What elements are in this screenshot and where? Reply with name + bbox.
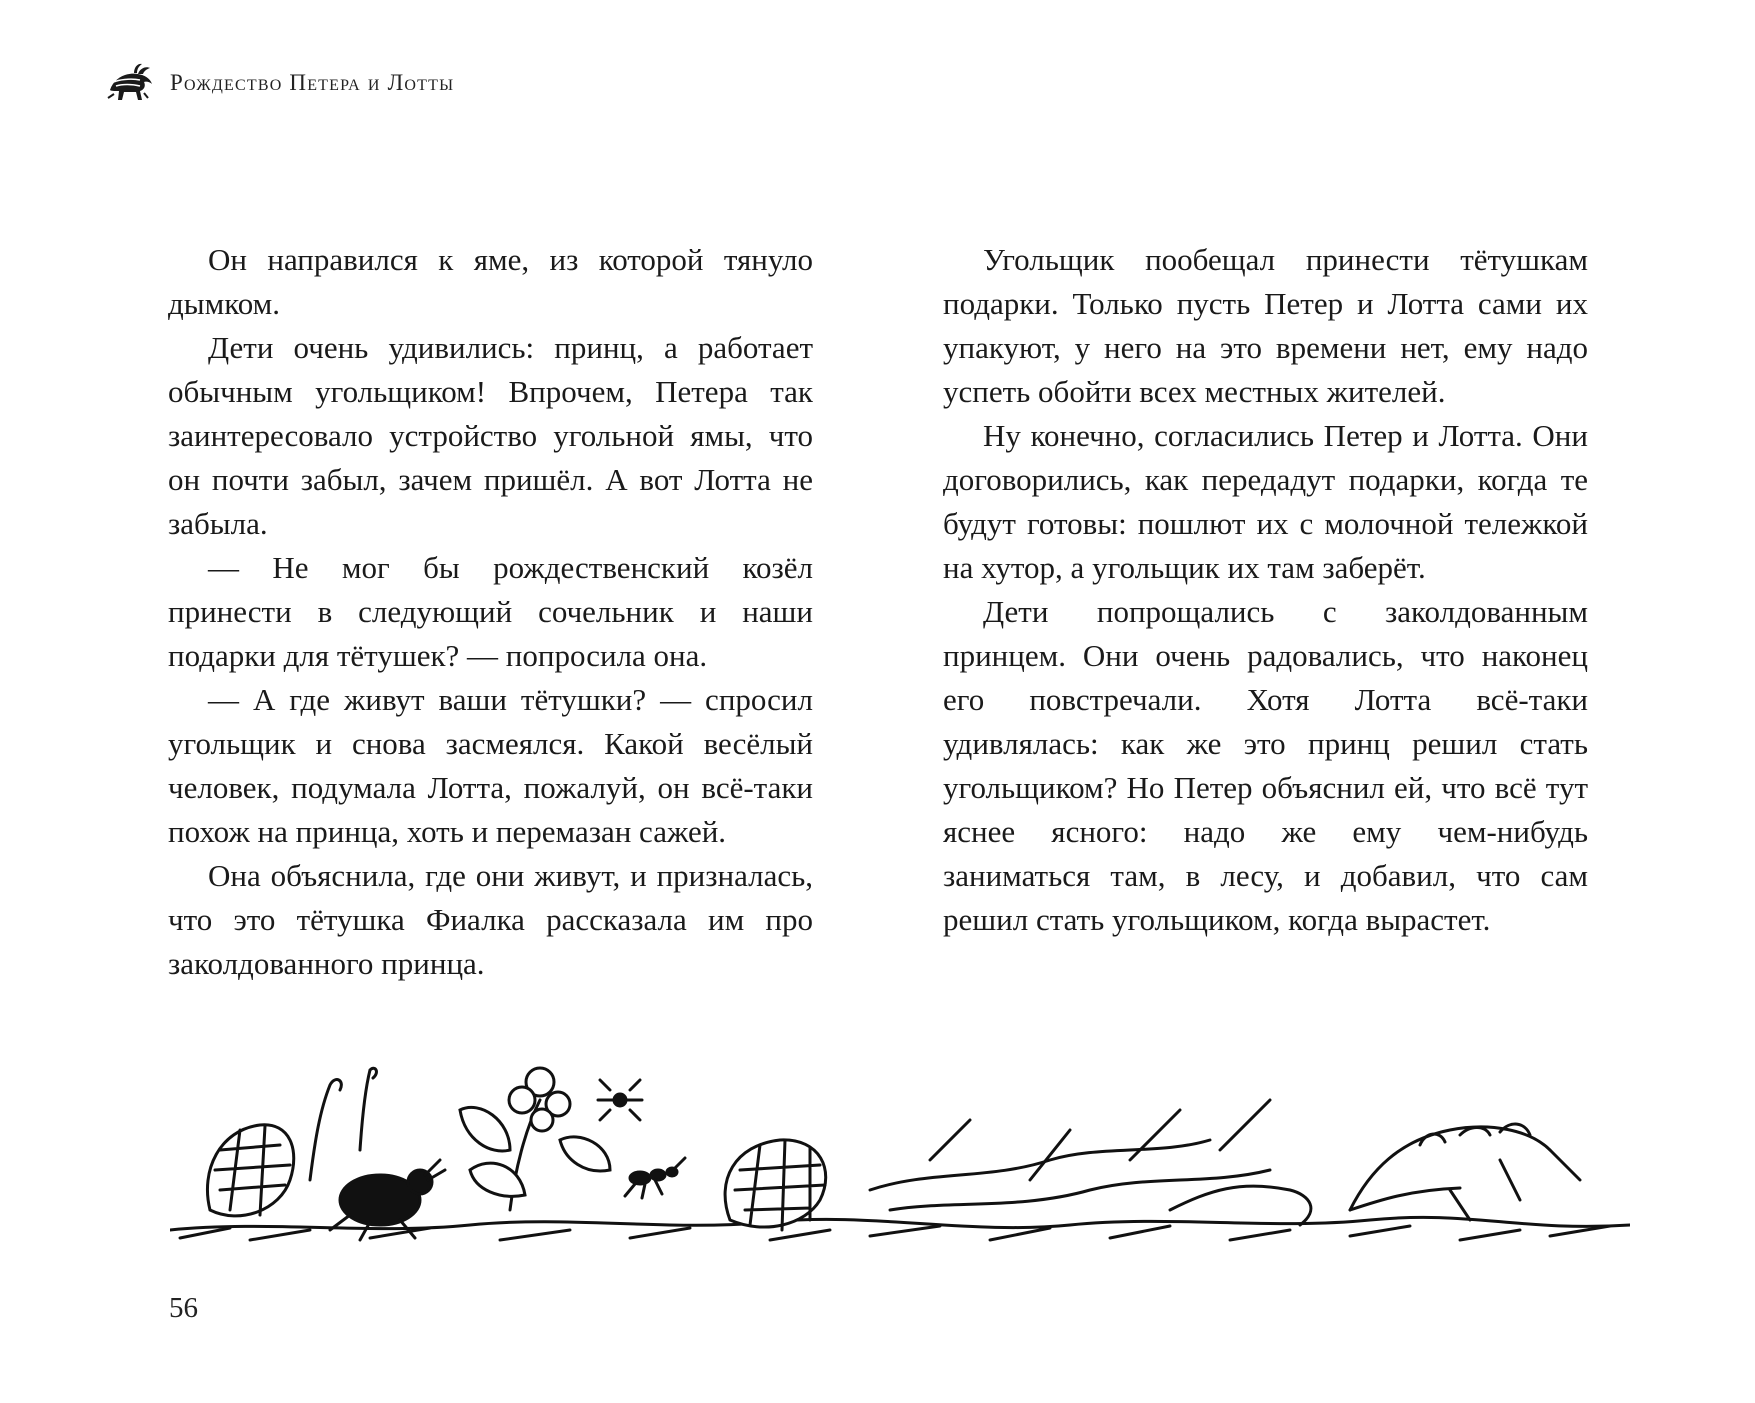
paragraph: Он направился к яме, из которой тянуло дымком.	[168, 242, 813, 321]
page-number: 56	[169, 1292, 198, 1324]
running-header	[104, 58, 454, 108]
paragraph: Дети попрощались с заколдованным принцем. Они очень радовались, что наконец его повстречали. Хотя Лотта всё-таки удивлялась: как же это принц решил стать угольщиком? Но Петер объяснил ей, что всё тут яснее ясного: надо же ему чем-нибудь заниматься там, в лесу, и добавил, что сам решил стать угольщиком, когда вырастет.	[943, 594, 1588, 937]
paragraph: — Не мог бы рождественский козёл принести в следующий сочельник и наши подарки для тётушек? — попросила она.	[168, 550, 813, 673]
right-text-column	[943, 238, 1588, 942]
goat-emblem-icon	[104, 60, 156, 106]
paragraph: Она объяснила, где они живут, и призналась, что это тётушка Фиалка рассказала им про заколдованного принца.	[168, 858, 813, 981]
paragraph: — А где живут ваши тётушки? — спросил угольщик и снова засмеялся. Какой весёлый человек, подумала Лотта, пожалуй, он всё-таки похож на принца, хоть и перемазан сажей.	[168, 682, 813, 849]
left-text-column	[168, 238, 813, 986]
forest-floor-illustration	[170, 1060, 1630, 1290]
paragraph: Ну конечно, согласились Петер и Лотта. Они договорились, как передадут подарки, когда те будут готовы: пошлют их с молочной тележкой на хутор, а угольщик их там заберёт.	[943, 418, 1588, 585]
running-header-title: Рождество Петера и Лотты	[170, 70, 455, 95]
paragraph: Угольщик пообещал принести тётушкам подарки. Только пусть Петер и Лотта сами их упакуют, у него на это времени нет, ему надо успеть обойти всех местных жителей.	[943, 242, 1588, 409]
paragraph: Дети очень удивились: принц, а работает обычным угольщиком! Впрочем, Петера так заинтересовало устройство угольной ямы, что он почти забыл, зачем пришёл. А вот Лотта не забыла.	[168, 330, 813, 541]
